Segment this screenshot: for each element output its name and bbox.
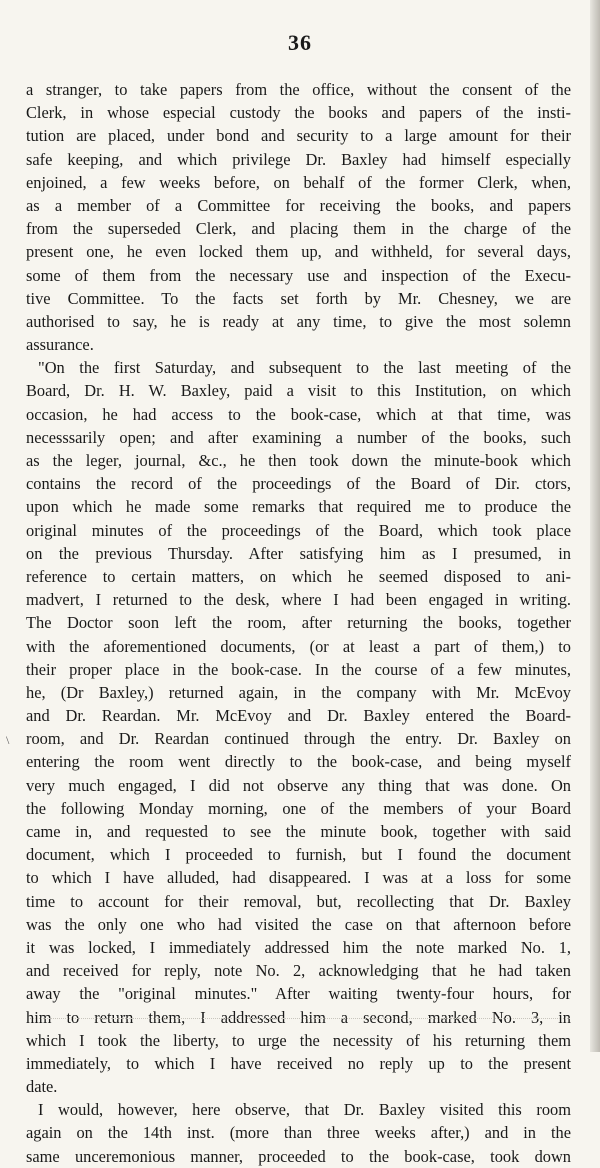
text-line: upon which he made some remarks that required me to produce the xyxy=(26,497,571,517)
text-line: very much engaged, I did not observe any thing that was done. On xyxy=(26,775,571,795)
body-text xyxy=(26,78,571,1168)
text-line: came in, and requested to see the minute book, together with said xyxy=(26,822,571,841)
text-line: and received for reply, note No. 2, acknowledging that he had taken xyxy=(26,961,571,981)
text-line: madvert, I returned to the desk, where I had been engaged in writing. xyxy=(26,590,571,610)
text-line: some of them from the necessary use and inspection of the Execu- xyxy=(26,265,571,285)
text-line: as a member of a Committee for receiving the books, and papers xyxy=(26,195,571,215)
text-line: safe keeping, and which privilege Dr. Baxley had himself especially xyxy=(26,149,571,169)
scan-edge xyxy=(590,0,600,1052)
text-line: which I took the liberty, to urge the necessity of his returning them xyxy=(26,1030,571,1050)
text-line: their proper place in the book-case. In the course of a few minutes, xyxy=(26,659,571,679)
text-line: to which I have alluded, had disappeared. I was at a loss for some xyxy=(26,868,571,888)
text-line: tution are placed, under bond and security to a large amount for their xyxy=(26,126,571,146)
text-line: occasion, he had access to the book-case, which at that time, was xyxy=(26,404,571,424)
text-line: with the aforementioned documents, (or at least a part of them,) to xyxy=(26,636,571,656)
text-line: enjoined, a few weeks before, on behalf of the former Clerk, when, xyxy=(26,172,571,192)
text-line: the following Monday morning, one of the members of your Board xyxy=(26,798,571,818)
text-line: tive Committee. To the facts set forth by Mr. Chesney, we are xyxy=(26,288,571,308)
text-line: it was locked, I immediately addressed him the note marked No. 1, xyxy=(26,937,571,957)
text-line: he, (Dr Baxley,) returned again, in the company with Mr. McEvoy xyxy=(26,682,571,702)
text-line: contains the record of the proceedings of the Board of Dir. ctors, xyxy=(26,474,571,494)
margin-mark: \ xyxy=(6,733,10,747)
text-line: present one, he even locked them up, and withheld, for several days, xyxy=(26,242,571,262)
text-line: authorised to say, he is ready at any time, to give the most solemn xyxy=(26,311,571,331)
text-line: room, and Dr. Reardan continued through the entry. Dr. Baxley on xyxy=(26,729,571,749)
text-line: on the previous Thursday. After satisfying him as I presumed, in xyxy=(26,543,571,563)
text-line: time to account for their removal, but, recollecting that Dr. Baxley xyxy=(26,891,571,911)
text-line: Board, Dr. H. W. Baxley, paid a visit to this Institution, on which xyxy=(26,381,571,401)
text-line: "On the first Saturday, and subsequent to the last meeting of the xyxy=(38,358,571,378)
text-line: as the leger, journal, &c., he then took down the minute-book which xyxy=(26,451,571,470)
text-line: same unceremonious manner, proceeded to the book-case, took down xyxy=(26,1146,571,1166)
text-line: was the only one who had visited the case on that afternoon before xyxy=(26,914,571,934)
page-number: 36 xyxy=(288,30,312,55)
text-line: reference to certain matters, on which he seemed disposed to ani- xyxy=(26,566,571,586)
text-line: and Dr. Reardan. Mr. McEvoy and Dr. Baxley entered the Board- xyxy=(26,706,571,726)
text-line: immediately, to which I have received no reply up to the present xyxy=(26,1053,571,1073)
text-line: assurance. xyxy=(26,335,94,355)
text-line: document, which I proceeded to furnish, but I found the document xyxy=(26,845,571,865)
text-line: away the "original minutes." After waiting twenty-four hours, for xyxy=(26,984,571,1004)
text-line: necesssarily open; and after examining a number of the books, such xyxy=(26,427,571,447)
text-line: entering the room went directly to the book-case, and being myself xyxy=(26,752,571,772)
text-line: original minutes of the proceedings of the Board, which took place xyxy=(26,520,571,540)
scan-noise xyxy=(30,1018,570,1020)
text-line: Clerk, in whose especial custody the books and papers of the insti- xyxy=(26,103,571,123)
text-line: again on the 14th inst. (more than three weeks after,) and in the xyxy=(26,1123,571,1143)
text-line: him to return them, I addressed him a second, marked No. 3, in xyxy=(26,1007,571,1027)
text-line: The Doctor soon left the room, after returning the books, together xyxy=(26,613,571,633)
text-line: from the superseded Clerk, and placing them in the charge of the xyxy=(26,219,571,239)
text-line: I would, however, here observe, that Dr. Baxley visited this room xyxy=(38,1100,571,1120)
text-line: a stranger, to take papers from the office, without the consent of the xyxy=(26,80,571,99)
text-line: date. xyxy=(26,1077,58,1097)
